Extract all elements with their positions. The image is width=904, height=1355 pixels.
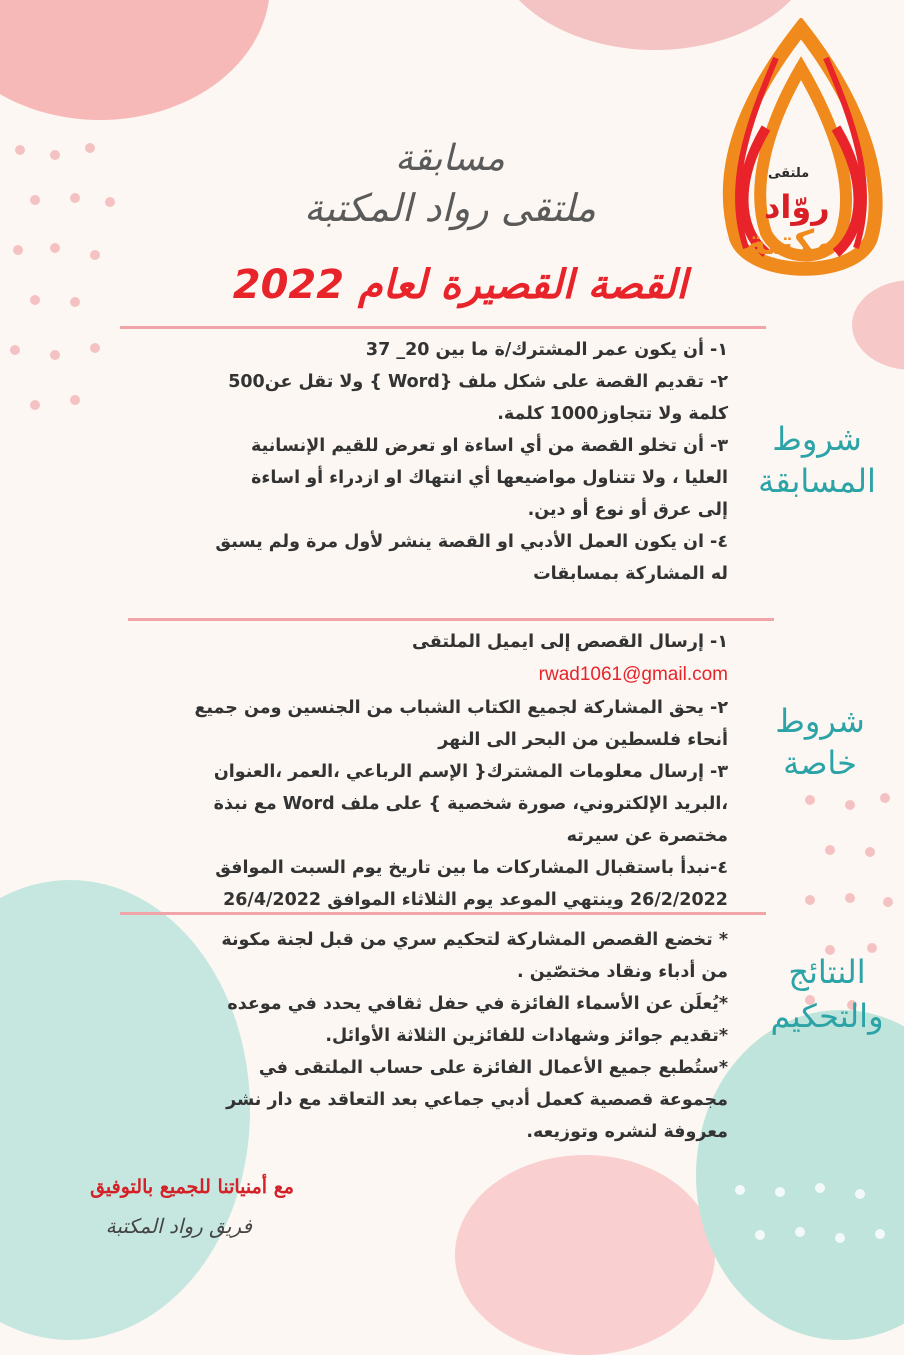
bg-blob-top-left bbox=[0, 0, 270, 120]
competition-term-line: ٣- أن تخلو القصة من أي اساءة او تعرض للقيم الإنسانية bbox=[250, 436, 728, 456]
special-term-line: ٤-نبدأ باستقبال المشاركات ما بين تاريخ يوم السبت الموافق bbox=[215, 858, 728, 878]
label-competition-terms bbox=[742, 418, 892, 502]
special-term-line: أنحاء فلسطين من البحر الى النهر bbox=[438, 730, 728, 750]
label-results bbox=[752, 950, 902, 1038]
title-short-story-year: القصة القصيرة لعام 2022 bbox=[232, 262, 688, 308]
logo-small-text: ملتقى bbox=[768, 166, 810, 181]
bg-blob-bottom-left bbox=[0, 880, 250, 1340]
label-special-terms-line1: شروط bbox=[775, 702, 865, 740]
bg-dots-bottom bbox=[720, 1170, 904, 1280]
label-competition-terms-line1: شروط bbox=[772, 420, 862, 458]
competition-term-line: العليا ، ولا تتناول مواضيعها أي انتهاك او ازدراء أو اساءة bbox=[251, 468, 728, 488]
special-term-line: ،البريد الإلكتروني، صورة شخصية } على ملف Word مع نبذة bbox=[213, 794, 728, 814]
results-block bbox=[221, 924, 728, 1148]
bg-blob-bottom-center bbox=[455, 1155, 715, 1355]
special-term-line: ٣- إرسال معلومات المشترك{ الإسم الرباعي ،العمر ،العنوان bbox=[213, 762, 728, 782]
bg-dots-left bbox=[0, 130, 130, 460]
special-term-line: 26/2/2022 وينتهي الموعد يوم الثلاثاء الموافق 26/4/2022 bbox=[223, 890, 728, 910]
closing-wish: مع أمنياتنا للجميع بالتوفيق bbox=[90, 1176, 294, 1198]
competition-term-line: ١- أن يكون عمر المشترك/ة ما بين 20_ 37 bbox=[365, 340, 728, 360]
label-special-terms bbox=[750, 700, 890, 784]
label-competition-terms-line2: المسابقة bbox=[758, 462, 876, 500]
logo bbox=[706, 18, 896, 298]
special-terms-block bbox=[194, 626, 728, 916]
results-line: *ستُطبع جميع الأعمال الفائزة على حساب الملتقى في bbox=[258, 1058, 728, 1078]
competition-terms-block bbox=[215, 334, 728, 590]
divider-1 bbox=[120, 326, 766, 329]
logo-main-text: روّاد bbox=[764, 188, 830, 226]
results-line: *تقديم جوائز وشهادات للفائزين الثلاثة الأوائل. bbox=[325, 1026, 728, 1046]
divider-2 bbox=[128, 618, 774, 621]
competition-term-line: كلمة ولا تتجاوز1000 كلمة. bbox=[497, 404, 728, 424]
results-line: معروفة لنشره وتوزيعه. bbox=[526, 1122, 728, 1142]
competition-term-line: إلى عرق أو نوع أو دين. bbox=[527, 500, 728, 520]
contact-email-link[interactable]: rwad1061@gmail.com bbox=[538, 664, 728, 685]
closing-team-signature: فريق رواد المكتبة bbox=[105, 1214, 252, 1238]
title-competition: مسابقة bbox=[395, 138, 505, 179]
label-results-line1: النتائج bbox=[788, 953, 866, 991]
results-line: من أدباء ونقاد مختصّين . bbox=[517, 962, 728, 982]
competition-term-line: ٤- ان يكون العمل الأدبي او القصة ينشر لأول مرة ولم يسبق bbox=[215, 532, 728, 552]
results-line: مجموعة قصصية كعمل أدبي جماعي بعد التعاقد مع دار نشر bbox=[226, 1090, 728, 1110]
results-line: * تخضع القصص المشاركة لتحكيم سري من قبل لجنة مكونة bbox=[221, 930, 728, 950]
logo-bottom-text: مكتبة bbox=[746, 223, 836, 263]
special-term-line: مختصرة عن سيرته bbox=[566, 826, 728, 846]
special-term-line: ١- إرسال القصص إلى ايميل الملتقى bbox=[412, 632, 728, 652]
label-results-line2: والتحكيم bbox=[770, 997, 884, 1035]
label-special-terms-line2: خاصة bbox=[783, 744, 857, 782]
special-term-line: ٢- يحق المشاركة لجميع الكتاب الشباب من الجنسين ومن جميع bbox=[194, 698, 728, 718]
results-line: *يُعلَن عن الأسماء الفائزة في حفل ثقافي يحدد في موعده bbox=[227, 994, 728, 1014]
competition-term-line: له المشاركة بمسابقات bbox=[533, 564, 728, 584]
title-forum-name: ملتقى رواد المكتبة bbox=[303, 186, 597, 230]
competition-term-line: ٢- تقديم القصة على شكل ملف {Word } ولا تقل عن500 bbox=[228, 372, 728, 392]
